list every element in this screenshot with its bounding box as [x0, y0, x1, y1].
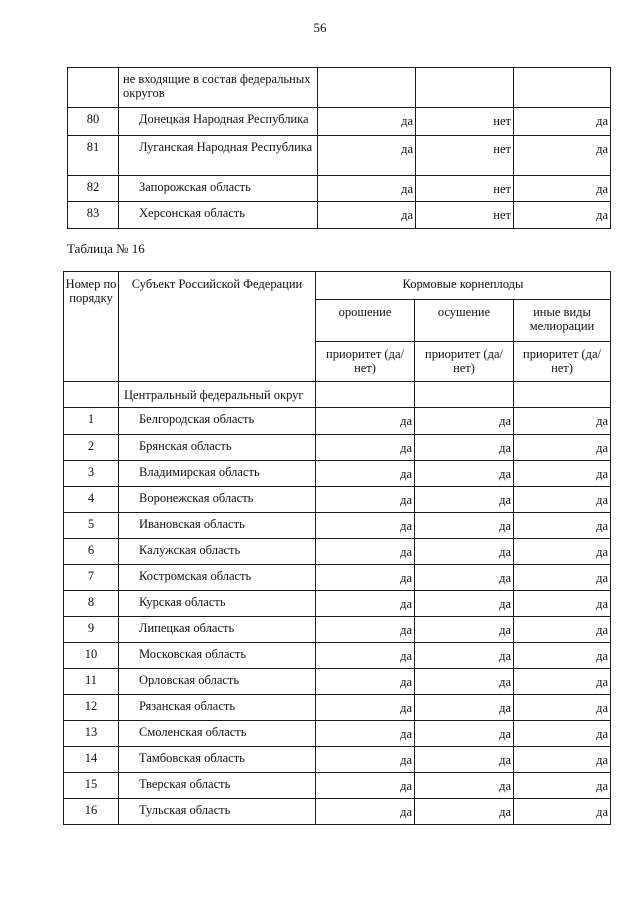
- priority-drainage: да: [415, 565, 514, 591]
- table-row: [68, 202, 611, 229]
- priority-drainage: да: [415, 617, 514, 643]
- priority-drainage: нет: [416, 176, 514, 202]
- priority-other: да: [514, 513, 611, 539]
- row-number: 5: [64, 513, 119, 539]
- table-row: [64, 408, 611, 435]
- region-name: Орловская область: [119, 669, 316, 695]
- row-number: 12: [64, 695, 119, 721]
- row-number: 11: [64, 669, 119, 695]
- row-number: 81: [68, 136, 119, 176]
- row-number: 83: [68, 202, 119, 229]
- row-number: 16: [64, 799, 119, 825]
- priority-other: да: [514, 487, 611, 513]
- priority-irrigation: да: [316, 773, 415, 799]
- table-row: [64, 591, 611, 617]
- table-continuation: [67, 67, 611, 229]
- table-row: [68, 136, 611, 176]
- col-header-number: Номер по порядку: [64, 272, 119, 382]
- table-row: [64, 773, 611, 799]
- priority-drainage: да: [415, 591, 514, 617]
- row-number: 2: [64, 435, 119, 461]
- table-caption: Таблица № 16: [67, 241, 145, 256]
- table-row: [64, 513, 611, 539]
- priority-other: да: [514, 799, 611, 825]
- priority-other: да: [514, 461, 611, 487]
- priority-other: да: [514, 435, 611, 461]
- priority-irrigation: да: [316, 617, 415, 643]
- table-16: [63, 271, 611, 825]
- col-header-priority: приоритет (да/нет): [316, 342, 415, 382]
- row-number: 7: [64, 565, 119, 591]
- row-number: 80: [68, 108, 119, 136]
- priority-irrigation: да: [316, 643, 415, 669]
- row-number: 8: [64, 591, 119, 617]
- priority-irrigation: да: [318, 176, 416, 202]
- priority-drainage: да: [415, 487, 514, 513]
- table-row: [64, 721, 611, 747]
- district-name: Центральный федеральный округ: [119, 382, 316, 408]
- priority-other: да: [514, 747, 611, 773]
- priority-irrigation: да: [318, 136, 416, 176]
- row-number: 6: [64, 539, 119, 565]
- priority-other: да: [514, 176, 611, 202]
- priority-drainage: да: [415, 773, 514, 799]
- region-name: Брянская область: [119, 435, 316, 461]
- priority-other: да: [514, 695, 611, 721]
- priority-drainage: да: [415, 695, 514, 721]
- region-name: Донецкая Народная Республика: [119, 108, 318, 136]
- priority-irrigation: да: [316, 695, 415, 721]
- col-header-priority: приоритет (да/нет): [415, 342, 514, 382]
- row-number: 13: [64, 721, 119, 747]
- priority-drainage: да: [415, 461, 514, 487]
- col-header-group: Кормовые корнеплоды: [316, 272, 611, 300]
- col-header-other-melioration: иные виды мелиорации: [514, 300, 611, 342]
- region-name: Владимирская область: [119, 461, 316, 487]
- priority-drainage: да: [415, 799, 514, 825]
- table-row: [64, 695, 611, 721]
- priority-other: да: [514, 643, 611, 669]
- region-name: Запорожская область: [119, 176, 318, 202]
- region-name: Костромская область: [119, 565, 316, 591]
- table-row: [64, 435, 611, 461]
- col-header-subject: Субъект Российской Федерации: [119, 272, 316, 382]
- table-row: [68, 68, 611, 108]
- priority-irrigation: да: [316, 591, 415, 617]
- priority-drainage: да: [415, 669, 514, 695]
- table-row: [64, 487, 611, 513]
- region-name: Ивановская область: [119, 513, 316, 539]
- priority-irrigation: да: [318, 202, 416, 229]
- region-name: Московская область: [119, 643, 316, 669]
- region-name: Херсонская область: [119, 202, 318, 229]
- region-name: Калужская область: [119, 539, 316, 565]
- priority-irrigation: да: [316, 539, 415, 565]
- priority-other: да: [514, 721, 611, 747]
- row-number: 10: [64, 643, 119, 669]
- priority-irrigation: да: [316, 408, 415, 435]
- row-number: 3: [64, 461, 119, 487]
- district-row: [64, 382, 611, 408]
- table-row: [64, 669, 611, 695]
- priority-other: да: [514, 669, 611, 695]
- region-name: Белгородская область: [119, 408, 316, 435]
- row-number: 1: [64, 408, 119, 435]
- priority-irrigation: да: [316, 513, 415, 539]
- priority-other: да: [514, 617, 611, 643]
- region-name: Воронежская область: [119, 487, 316, 513]
- col-header-drainage: осушение: [415, 300, 514, 342]
- region-name: Курская область: [119, 591, 316, 617]
- row-number: 4: [64, 487, 119, 513]
- col-header-priority: приоритет (да/нет): [514, 342, 611, 382]
- priority-irrigation: да: [318, 108, 416, 136]
- row-number: 9: [64, 617, 119, 643]
- region-name: Липецкая область: [119, 617, 316, 643]
- region-group-header: не входящие в состав федеральных округов: [119, 68, 318, 108]
- table-row: [64, 643, 611, 669]
- table-row: [64, 799, 611, 825]
- row-number: 14: [64, 747, 119, 773]
- priority-drainage: нет: [416, 202, 514, 229]
- priority-irrigation: да: [316, 669, 415, 695]
- table-row: [64, 461, 611, 487]
- priority-drainage: да: [415, 747, 514, 773]
- priority-irrigation: да: [316, 435, 415, 461]
- table-row: [64, 539, 611, 565]
- page-number: 56: [313, 20, 327, 35]
- priority-other: да: [514, 565, 611, 591]
- priority-irrigation: да: [316, 799, 415, 825]
- table-row: [64, 617, 611, 643]
- priority-other: да: [514, 591, 611, 617]
- priority-drainage: да: [415, 721, 514, 747]
- priority-other: да: [514, 108, 611, 136]
- priority-irrigation: да: [316, 747, 415, 773]
- priority-drainage: да: [415, 408, 514, 435]
- table-row: [68, 176, 611, 202]
- priority-other: да: [514, 773, 611, 799]
- region-name: Рязанская область: [119, 695, 316, 721]
- table-row: [68, 108, 611, 136]
- region-name: Тульская область: [119, 799, 316, 825]
- region-name: Тамбовская область: [119, 747, 316, 773]
- priority-irrigation: да: [316, 721, 415, 747]
- priority-irrigation: да: [316, 461, 415, 487]
- region-name: Тверская область: [119, 773, 316, 799]
- region-name: Смоленская область: [119, 721, 316, 747]
- priority-drainage: да: [415, 643, 514, 669]
- priority-irrigation: да: [316, 487, 415, 513]
- priority-other: да: [514, 136, 611, 176]
- table-row: [64, 565, 611, 591]
- priority-drainage: нет: [416, 108, 514, 136]
- priority-drainage: нет: [416, 136, 514, 176]
- row-number: 15: [64, 773, 119, 799]
- priority-drainage: да: [415, 539, 514, 565]
- priority-irrigation: да: [316, 565, 415, 591]
- priority-drainage: да: [415, 513, 514, 539]
- row-number: 82: [68, 176, 119, 202]
- region-name: Луганская Народная Республика: [119, 136, 318, 176]
- priority-drainage: да: [415, 435, 514, 461]
- priority-other: да: [514, 539, 611, 565]
- priority-other: да: [514, 202, 611, 229]
- col-header-irrigation: орошение: [316, 300, 415, 342]
- table-row: [64, 747, 611, 773]
- priority-other: да: [514, 408, 611, 435]
